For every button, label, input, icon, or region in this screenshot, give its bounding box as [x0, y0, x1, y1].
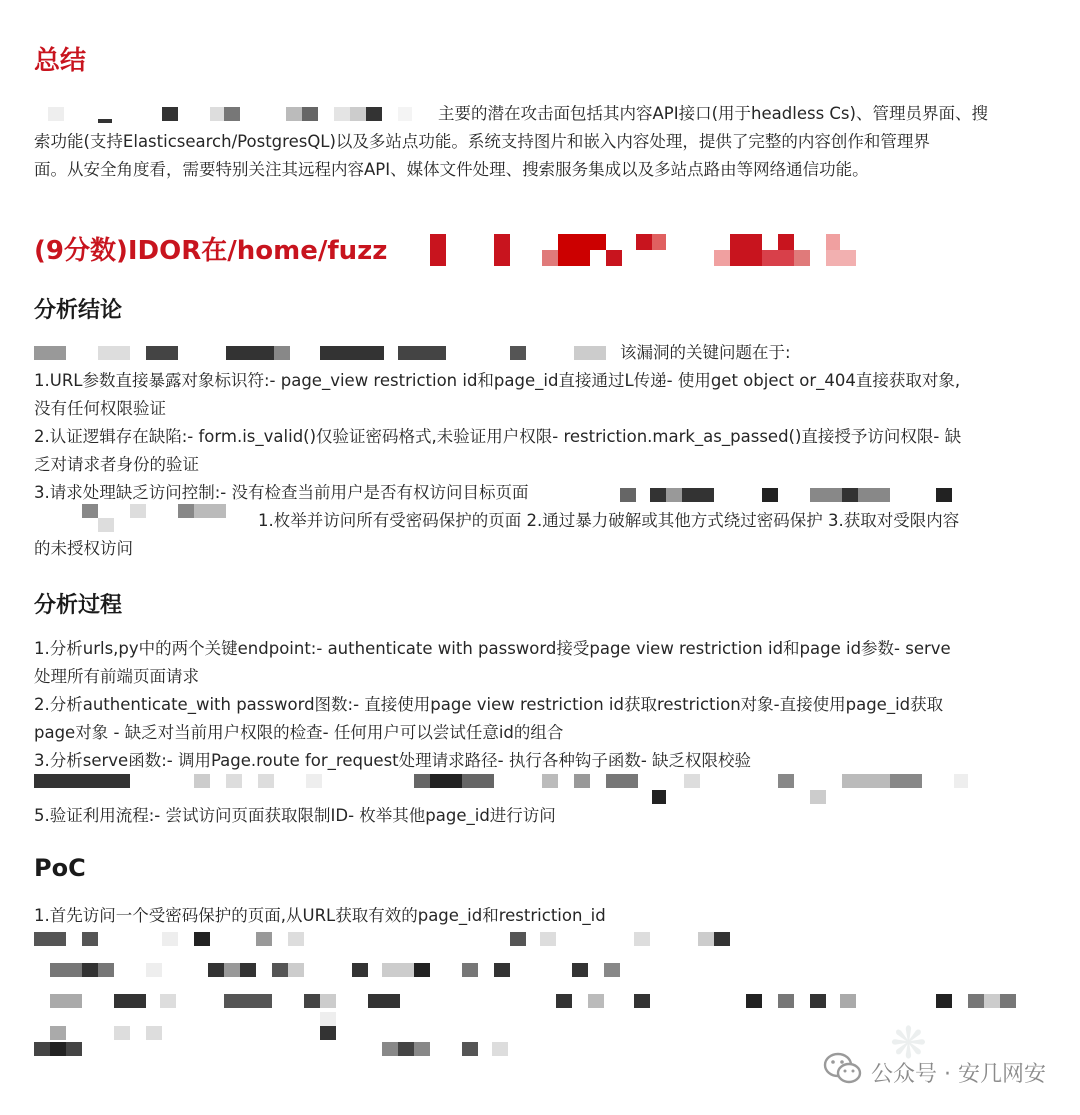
process-l6: 5.验证利用流程:- 尝试访问页面获取限制ID- 枚举其他page_id进行访问: [34, 806, 556, 825]
redacted-title: [430, 234, 860, 266]
process-l4: page对象 - 缺乏对当前用户权限的检查- 任何用户可以尝试任意id的组合: [34, 723, 564, 742]
process-l2: 处理所有前端页面请求: [34, 667, 199, 686]
conclusion-intro: 该漏洞的关键问题在于:: [620, 343, 791, 362]
watermark-text: 公众号 · 安几网安: [871, 1061, 1046, 1087]
watermark-background: ❋: [890, 1018, 927, 1069]
conclusion-l3: 2.认证逻辑存在缺陷:- form.is_valid()仅验证密码格式,未验证用户权限- restriction.mark_as_passed()直接授予访问权限- 缺: [34, 427, 962, 446]
process-l5: 3.分析serve函数:- 调用Page.route for_request处理请求路径- 执行各种钩子函数- 缺乏权限校验: [34, 751, 752, 770]
redacted-block: [34, 346, 614, 362]
watermark: [823, 1052, 1046, 1092]
redacted-block: [620, 488, 960, 504]
summary-line2: 索功能(支持Elasticsearch/PostgresQL)以及多站点功能。系统支持图片和嵌入内容处理，提供了完整的内容创作和管理界: [34, 132, 930, 151]
vuln-title: (9分数)IDOR在/home/fuzz: [34, 236, 388, 266]
conclusion-l4: 乏对请求者身份的验证: [34, 455, 199, 474]
poc-l1: 1.首先访问一个受密码保护的页面,从URL获取有效的page_id和restriction_id: [34, 906, 606, 925]
wechat-icon: [823, 1052, 863, 1092]
redacted-block: [82, 504, 242, 534]
poc-heading: PoC: [34, 854, 86, 882]
redacted-block: [48, 105, 418, 123]
conclusion-heading: 分析结论: [34, 298, 123, 323]
process-heading: 分析过程: [34, 593, 123, 618]
summary-line3: 面。从安全角度看，需要特别关注其远程内容API、媒体文件处理、搜索服务集成以及多站点路由等网络通信功能。: [34, 160, 869, 179]
conclusion-l1: 1.URL参数直接暴露对象标识符:- page_view restriction id和page_id直接通过L传递- 使用get object or_404直接获取对象,: [34, 371, 961, 390]
process-l1: 1.分析urls,py中的两个关键endpoint:- authenticate with password接受page view restriction id和page id参数- serve: [34, 639, 951, 658]
redacted-code: [34, 932, 1024, 1060]
conclusion-l5: 3.请求处理缺乏访问控制:- 没有检查当前用户是否有权访问目标页面: [34, 483, 529, 502]
summary-heading: 总结: [34, 46, 87, 76]
process-l3: 2.分析authenticate_with password图数:- 直接使用page view restriction id获取restriction对象-直接使用page_id获取: [34, 695, 944, 714]
summary-line1: 主要的潜在攻击面包括其内容API接口(用于headless Cs)、管理员界面、搜: [438, 104, 988, 123]
conclusion-l2: 没有任何权限验证: [34, 399, 166, 418]
conclusion-l6: 1.枚举并访问所有受密码保护的页面 2.通过暴力破解或其他方式绕过密码保护 3.获取对受限内容: [258, 511, 960, 530]
conclusion-l7: 的未授权访问: [34, 539, 133, 558]
